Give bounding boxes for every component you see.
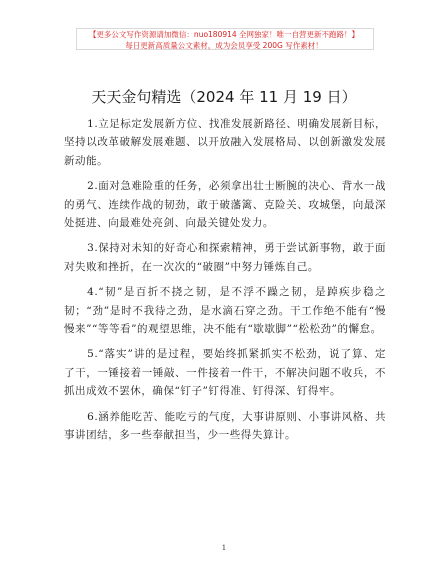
paragraph-2: 2.面对急难险重的任务，必须拿出壮士断腕的决心、背水一战的勇气、连续作战的韧劲，敢于破藩篱、克险关、攻城堡，向最深处挺进、向最难处亮剑、向最关键处发力。: [64, 180, 386, 230]
promo-line-2: 每日更新高质量公文素材，成为会员享受 200G 写作素材！: [125, 41, 323, 50]
paragraph-6: 6.涵养能吃苦、能吃亏的气度，大事讲原则、小事讲风格、共事讲团结，多一些奉献担当，少一些得失算计。: [64, 410, 386, 442]
document-body: [64, 115, 386, 452]
paragraph-4: 4.“韧”是百折不挠之韧，是不浮不躁之韧，是踔疾步稳之韧；“劲”是时不我待之劲，是水滴石穿之劲。干工作绝不能有“慢慢来”“等等看”的观望思维，决不能有“歇歇脚”“松松劲”的懈怠。: [64, 286, 386, 336]
paragraph-3: 3.保持对未知的好奇心和探索精神，勇于尝试新事物，敢于面对失败和挫折，在一次次的“破圈”中努力锤炼自己。: [64, 242, 386, 273]
document-title: 天天金句精选（2024 年 11 月 19 日）: [91, 88, 357, 106]
page-number: 1: [221, 544, 227, 552]
promo-line-1: 【更多公文写作资源请加微信：nuo180914 全网独家！唯一自营更新不跑路！】: [88, 30, 360, 39]
paragraph-1: 1.立足标定发展新方位、找准发展新路径、明确发展新目标，坚持以改革破解发展难题、以开放融入发展格局、以创新激发发展新动能。: [64, 118, 386, 167]
paragraph-5: 5.“落实”讲的是过程，要始终抓紧抓实不松劲，说了算、定了干，一锤接着一锤敲、一件接着一件干，不解决问题不收兵，不抓出成效不罢休，确保“钉子”钉得准、钉得深、钉得牢。: [64, 348, 386, 398]
